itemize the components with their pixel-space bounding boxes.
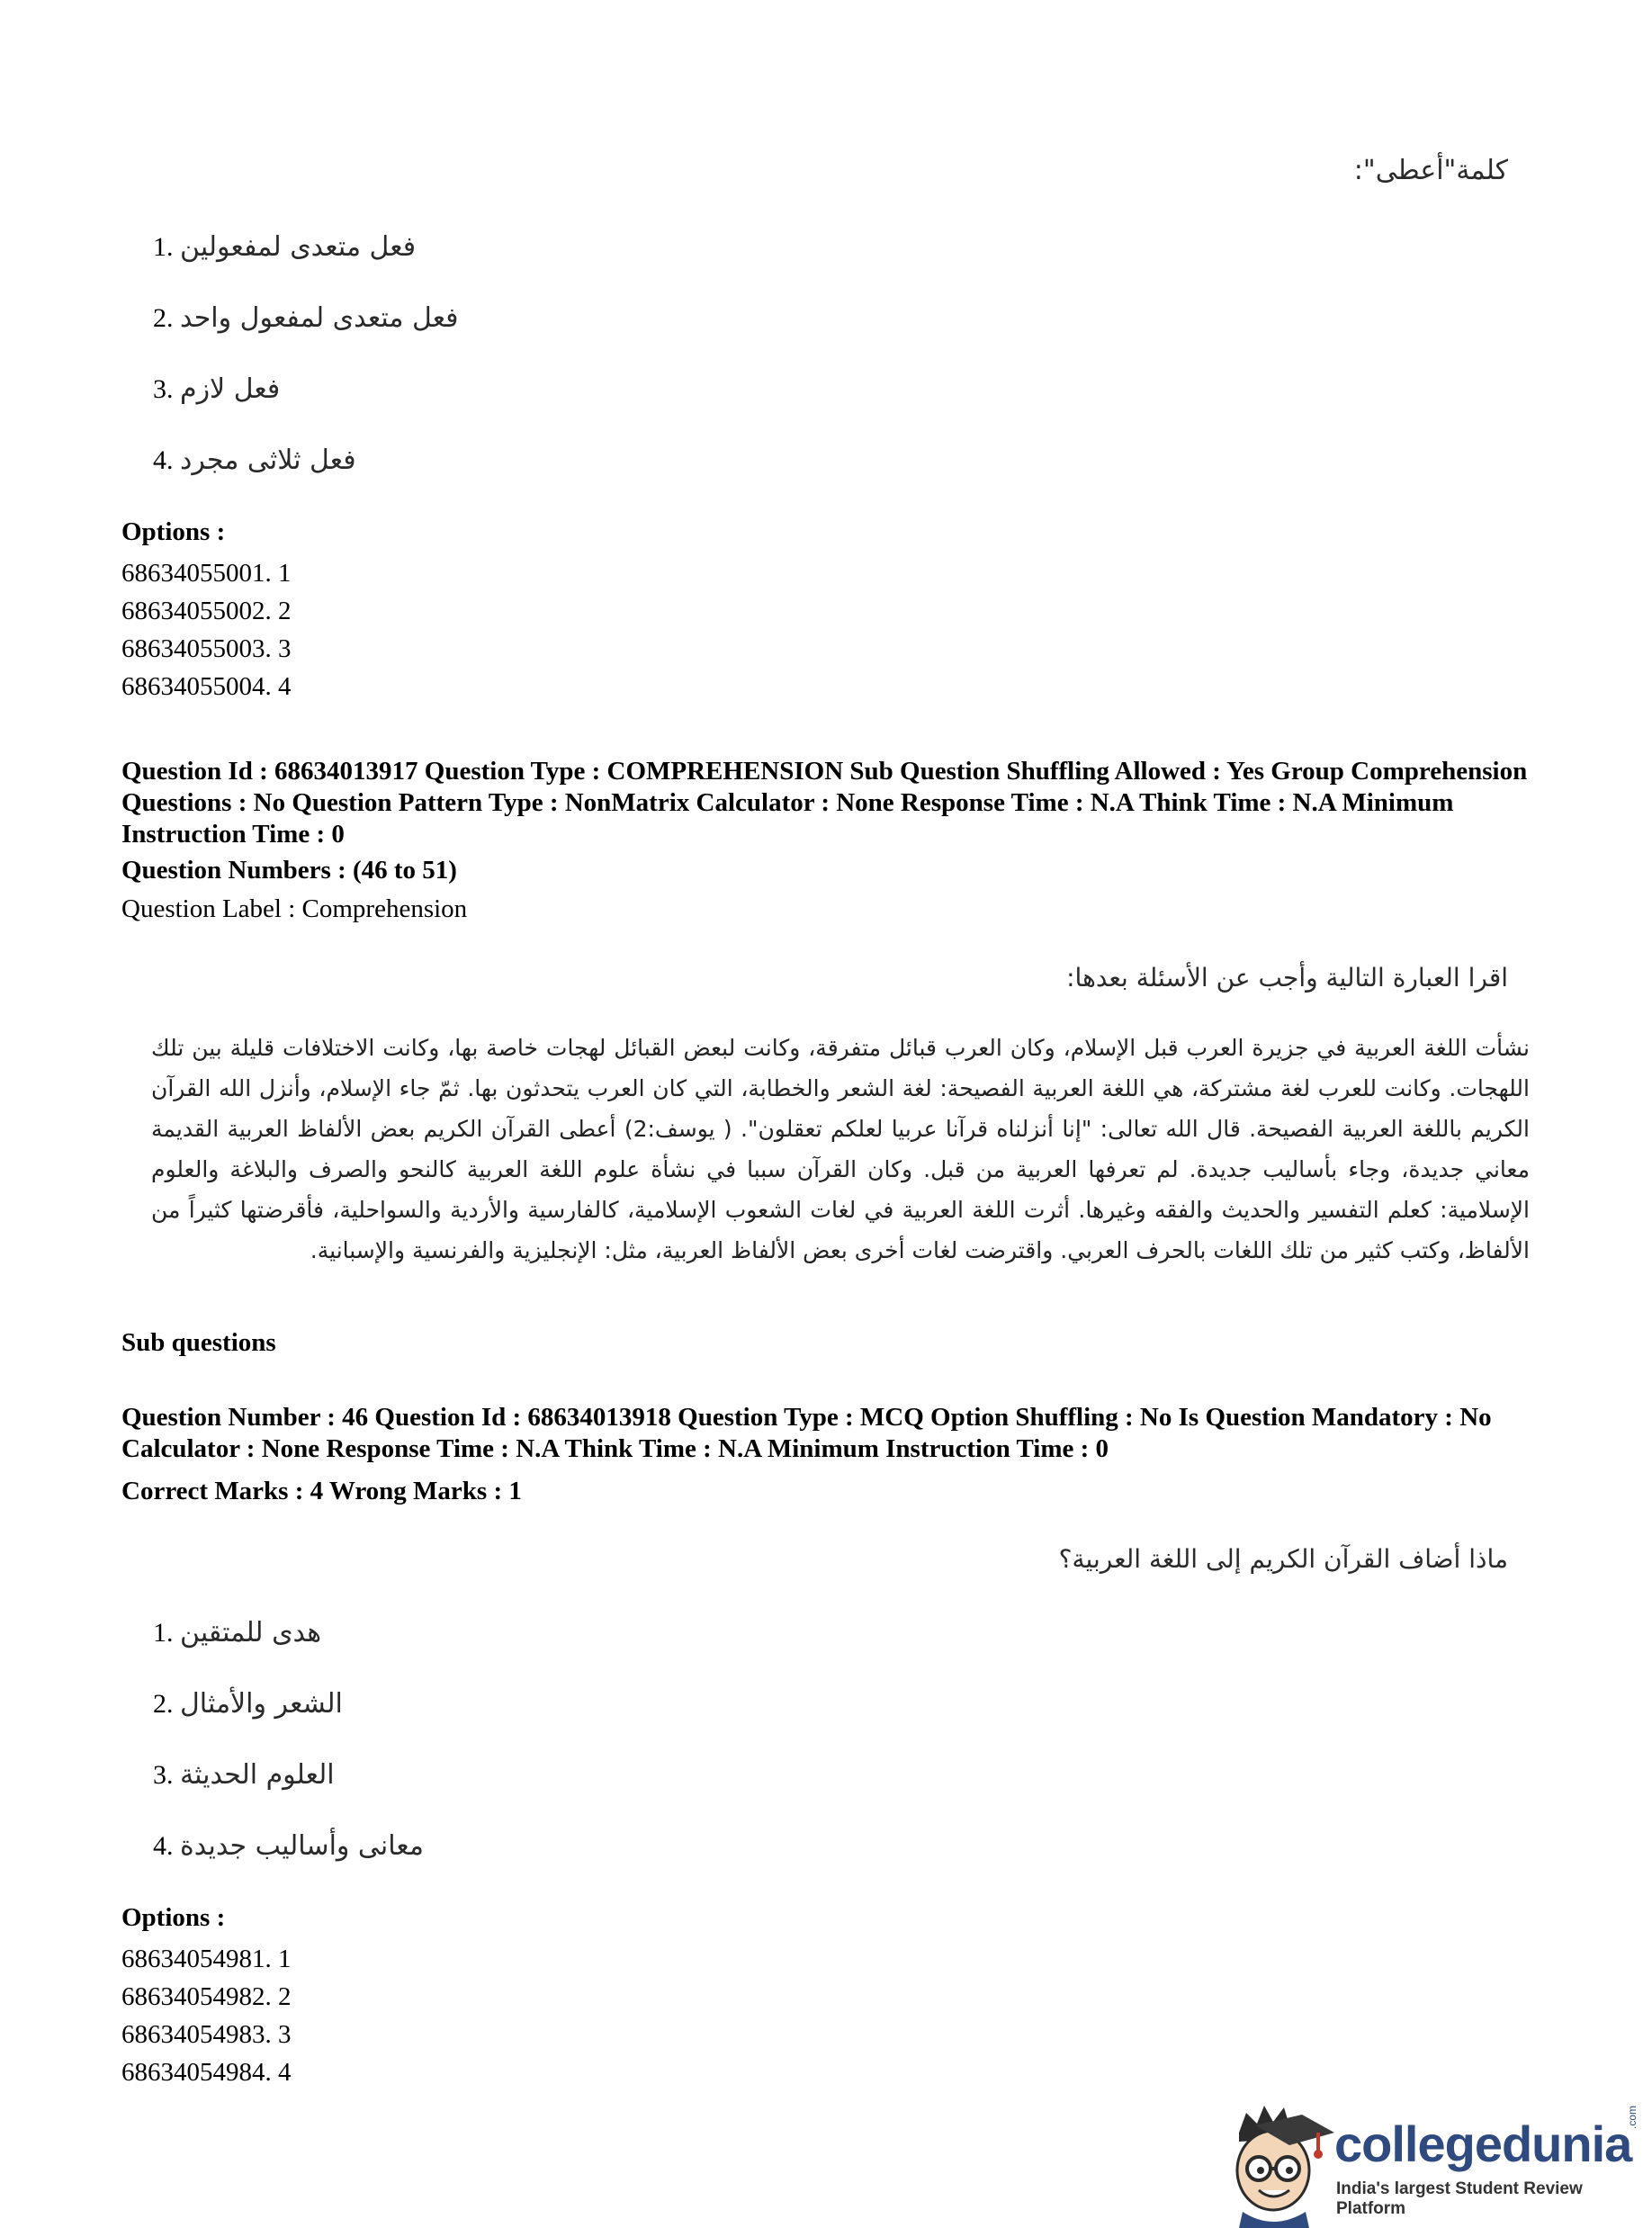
- option-item: 68634055003. 3: [121, 634, 292, 663]
- choice-item: 4. معانى وأساليب جديدة: [153, 1830, 424, 1862]
- option-item: 68634055002. 2: [121, 597, 292, 625]
- arabic-question-prompt: كلمة"أعطى":: [1353, 155, 1508, 186]
- choice-item: 3. العلوم الحديثة: [153, 1759, 335, 1791]
- option-item: 68634054984. 4: [121, 2058, 292, 2087]
- choice-item: 3. فعل لازم: [153, 373, 281, 405]
- arabic-question-prompt: ماذا أضاف القرآن الكريم إلى اللغة العربية؟: [1058, 1544, 1508, 1574]
- brand-name: collegedunia: [1334, 2116, 1632, 2172]
- options-heading: Options :: [121, 1903, 226, 1932]
- collegedunia-logo[interactable]: [1219, 2097, 1651, 2228]
- option-item: 68634054982. 2: [121, 1982, 292, 2011]
- arabic-choice-list: [153, 229, 459, 480]
- question-numbers: Question Numbers : (46 to 51): [121, 856, 457, 885]
- options-list: [121, 1940, 292, 2091]
- arabic-choice-list: [153, 1614, 424, 1865]
- mascot-icon: [1219, 2097, 1336, 2228]
- choice-item: 2. فعل متعدى لمفعول واحد: [153, 302, 459, 334]
- option-item: 68634055001. 1: [121, 559, 292, 588]
- choice-item: 1. هدى للمتقين: [153, 1617, 322, 1649]
- question-46-marks: Correct Marks : 4 Wrong Marks : 1: [121, 1477, 522, 1505]
- options-list: [121, 554, 292, 705]
- sub-questions-heading: Sub questions: [121, 1328, 276, 1357]
- comprehension-meta: Question Id : 68634013917 Question Type : COMPREHENSION Sub Question Shuffling Allowed : Yes Group Comprehension Questions : No Question Pattern Type : NonMatrix Calculator : None Response Time : N.A Think Time : N.A Minimum Instruction Time : 0: [121, 757, 1528, 849]
- comprehension-passage: نشأت اللغة العربية في جزيرة العرب قبل الإسلام، وكان العرب قبائل متفرقة، وكانت لبعض القبائل لهجات خاصة بها، وكانت الاختلافات قليلة بين تلك اللهجات. وكانت للعرب لغة مشتركة، هي اللغة العربية الفصيحة: لغة الشعر والخطابة، التي كان العرب يتحدثون بها. ثمّ جاء الإسلام، وأنزل الله القرآن الكريم باللغة العربية الفصيحة. قال الله تعالى: "إنا أنزلناه قرآنا عربيا لعلكم تعقلون". ( يوسف:2) أعطى القرآن الكريم بعض الألفاظ العربية القديمة معاني جديدة، وجاء بأساليب جديدة. لم تعرفها العربية من قبل. وكان القرآن سببا في نشأة علوم اللغة العربية كالنحو والصرف والبلاغة والعلوم الإسلامية: كعلم التفسير والحديث والفقه وغيرها. أثرت اللغة العربية في لغات الشعوب الإسلامية، كالفارسية والأردية والسواحلية، فأقرضتها كثيراً من الألفاظ، وكتب كثير من تلك اللغات بالحرف العربي. واقترضت لغات أخرى بعض الألفاظ العربية، مثل: الإنجليزية والفرنسية والإسبانية.: [151, 1035, 1530, 1263]
- brand-tld: .com: [1626, 2105, 1639, 2129]
- choice-item: 4. فعل ثلاثى مجرد: [153, 445, 356, 476]
- options-heading: Options :: [121, 517, 226, 546]
- option-item: 68634054983. 3: [121, 2020, 292, 2049]
- option-item: 68634055004. 4: [121, 672, 292, 701]
- choice-item: 1. فعل متعدى لمفعولين: [153, 231, 417, 263]
- question-46-meta: Question Number : 46 Question Id : 68634013918 Question Type : MCQ Option Shuffling : No Is Question Mandatory : No Calculator : None Response Time : N.A Think Time : N.A Minimum Instruction Time : 0: [121, 1403, 1492, 1463]
- choice-item: 2. الشعر والأمثال: [153, 1688, 343, 1720]
- option-item: 68634054981. 1: [121, 1945, 292, 1973]
- question-label: Question Label : Comprehension: [121, 894, 468, 923]
- brand-tagline: India's largest Student Review Platform: [1336, 2179, 1583, 2218]
- passage-instruction: اقرا العبارة التالية وأجب عن الأسئلة بعدها:: [1066, 963, 1508, 993]
